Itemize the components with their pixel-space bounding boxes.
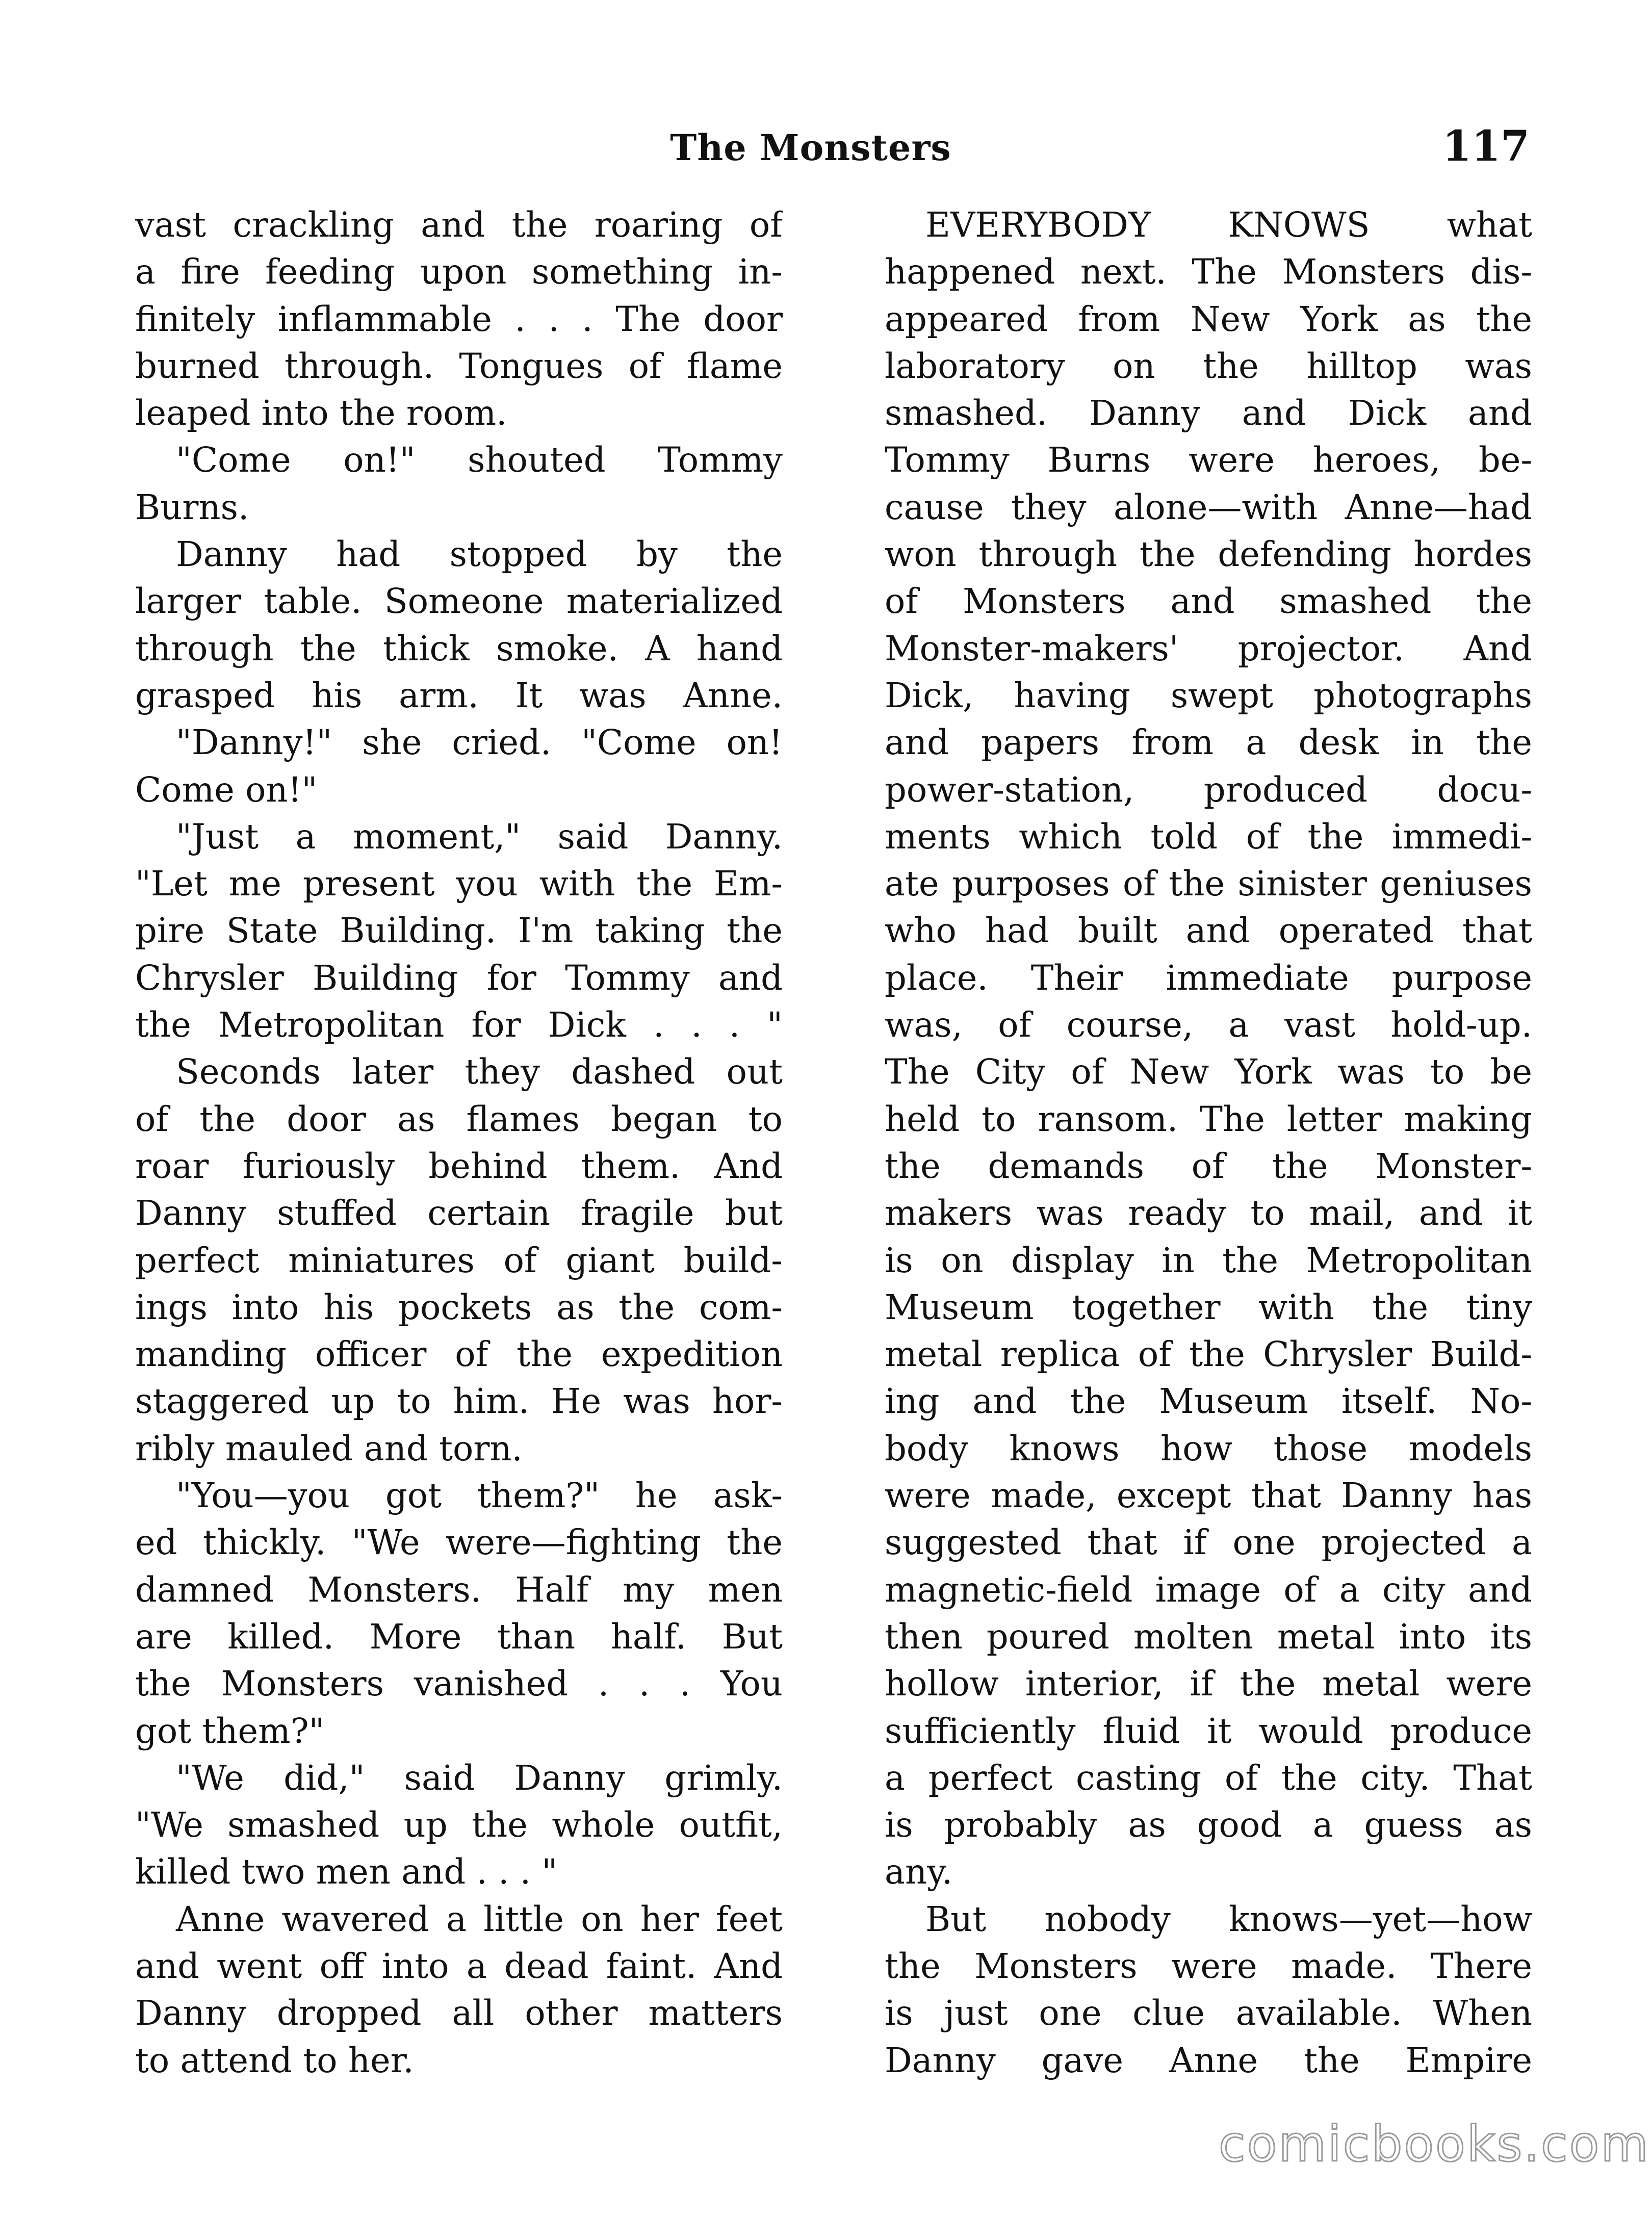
text-line: the Metropolitan for Dick . . . "	[135, 1005, 783, 1045]
text-line: ribly mauled and torn.	[135, 1428, 523, 1468]
text-line: cause they alone—with Anne—had	[885, 487, 1532, 527]
text-line: "Danny!" she cried. "Come on!	[176, 723, 783, 763]
text-line: sufficiently fluid it would produce	[885, 1711, 1532, 1751]
text-line: Burns.	[135, 487, 249, 527]
text-line: the Monsters were made. There	[885, 1946, 1532, 1986]
watermark-logo: comicbooks.com	[1219, 2116, 1650, 2173]
text-line: "Just a moment," said Danny.	[176, 816, 783, 857]
text-line: larger table. Someone materialized	[135, 581, 783, 622]
text-line: "We smashed up the whole outfit,	[135, 1805, 783, 1845]
text-line: the demands of the Monster-	[885, 1146, 1532, 1186]
text-line: ate purposes of the sinister geniuses	[885, 864, 1532, 904]
text-line: leaped into the room.	[135, 393, 507, 433]
text-line: EVERYBODY KNOWS what	[925, 205, 1532, 245]
text-line: burned through. Tongues of flame	[135, 346, 783, 386]
text-line: vast crackling and the roaring of	[135, 205, 783, 245]
text-line: smashed. Danny and Dick and	[885, 393, 1532, 433]
text-line: grasped his arm. It was Anne.	[135, 675, 783, 715]
text-line: to attend to her.	[135, 2040, 414, 2080]
text-line: Danny dropped all other matters	[135, 1993, 783, 2033]
text-line: were made, except that Danny has	[885, 1476, 1532, 1516]
text-line: laboratory on the hilltop was	[885, 346, 1532, 386]
text-line: is just one clue available. When	[885, 1993, 1532, 2033]
text-line: is probably as good a guess as	[885, 1805, 1532, 1845]
text-line: Danny had stopped by the	[176, 534, 783, 575]
text-line: then poured molten metal into its	[885, 1616, 1532, 1657]
running-header-title: The Monsters	[670, 126, 951, 169]
text-line: ed thickly. "We were—fighting the	[135, 1523, 783, 1563]
text-line: metal replica of the Chrysler Build-	[885, 1334, 1532, 1375]
text-line: ments which told of the immedi-	[885, 816, 1532, 857]
text-line: staggered up to him. He was hor-	[135, 1381, 783, 1422]
text-line: who had built and operated that	[885, 911, 1532, 951]
text-line: won through the defending hordes	[885, 534, 1532, 575]
text-line: place. Their immediate purpose	[885, 958, 1532, 998]
left-text-column	[135, 201, 783, 2084]
text-line: are killed. More than half. But	[135, 1616, 783, 1657]
text-line: finitely inflammable . . . The door	[135, 299, 783, 339]
text-line: Dick, having swept photographs	[885, 675, 1532, 715]
text-line: of Monsters and smashed the	[885, 581, 1532, 622]
text-line: held to ransom. The letter making	[885, 1099, 1532, 1139]
text-line: is on display in the Metropolitan	[885, 1240, 1532, 1280]
text-line: power-station, produced docu-	[885, 769, 1532, 810]
text-line: any.	[885, 1852, 953, 1892]
text-line: happened next. The Monsters dis-	[885, 252, 1532, 292]
text-line: ings into his pockets as the com-	[135, 1287, 783, 1327]
text-line: Seconds later they dashed out	[176, 1052, 783, 1092]
text-line: Chrysler Building for Tommy and	[135, 958, 783, 998]
page-number: 117	[1442, 122, 1530, 171]
text-line: Come on!"	[135, 769, 318, 810]
text-line: killed two men and . . . "	[135, 1852, 558, 1892]
text-line: The City of New York was to be	[885, 1052, 1532, 1092]
text-line: Monster-makers' projector. And	[885, 628, 1532, 668]
text-line: "Come on!" shouted Tommy	[176, 440, 783, 480]
text-line: suggested that if one projected a	[885, 1523, 1532, 1563]
text-line: "Let me present you with the Em-	[135, 864, 783, 904]
text-line: through the thick smoke. A hand	[135, 628, 783, 668]
text-line: roar furiously behind them. And	[135, 1146, 783, 1186]
text-line: perfect miniatures of giant build-	[135, 1240, 783, 1280]
text-line: magnetic-field image of a city and	[885, 1569, 1532, 1610]
text-line: of the door as flames began to	[135, 1099, 783, 1139]
text-line: But nobody knows—yet—how	[925, 1899, 1532, 1939]
text-line: appeared from New York as the	[885, 299, 1532, 339]
text-line: Danny stuffed certain fragile but	[135, 1193, 783, 1233]
text-line: "We did," said Danny grimly.	[176, 1758, 783, 1798]
text-line: hollow interior, if the metal were	[885, 1664, 1532, 1704]
text-line: body knows how those models	[885, 1428, 1532, 1468]
text-line: Museum together with the tiny	[885, 1287, 1532, 1327]
text-line: damned Monsters. Half my men	[135, 1569, 783, 1610]
text-line: manding officer of the expedition	[135, 1334, 783, 1375]
text-line: "You—you got them?" he ask-	[176, 1476, 783, 1516]
text-line: a fire feeding upon something in-	[135, 252, 783, 292]
text-line: Danny gave Anne the Empire	[885, 2040, 1532, 2080]
text-line: and papers from a desk in the	[885, 723, 1532, 763]
text-line: and went off into a dead faint. And	[135, 1946, 783, 1986]
right-text-column	[885, 201, 1532, 2084]
text-line: the Monsters vanished . . . You	[135, 1664, 783, 1704]
text-line: a perfect casting of the city. That	[885, 1758, 1532, 1798]
text-line: Anne wavered a little on her feet	[176, 1899, 783, 1939]
text-line: got them?"	[135, 1711, 325, 1751]
text-line: Tommy Burns were heroes, be-	[885, 440, 1532, 480]
text-line: pire State Building. I'm taking the	[135, 911, 783, 951]
text-line: ing and the Museum itself. No-	[885, 1381, 1532, 1422]
text-line: makers was ready to mail, and it	[885, 1193, 1532, 1233]
text-line: was, of course, a vast hold-up.	[885, 1005, 1532, 1045]
